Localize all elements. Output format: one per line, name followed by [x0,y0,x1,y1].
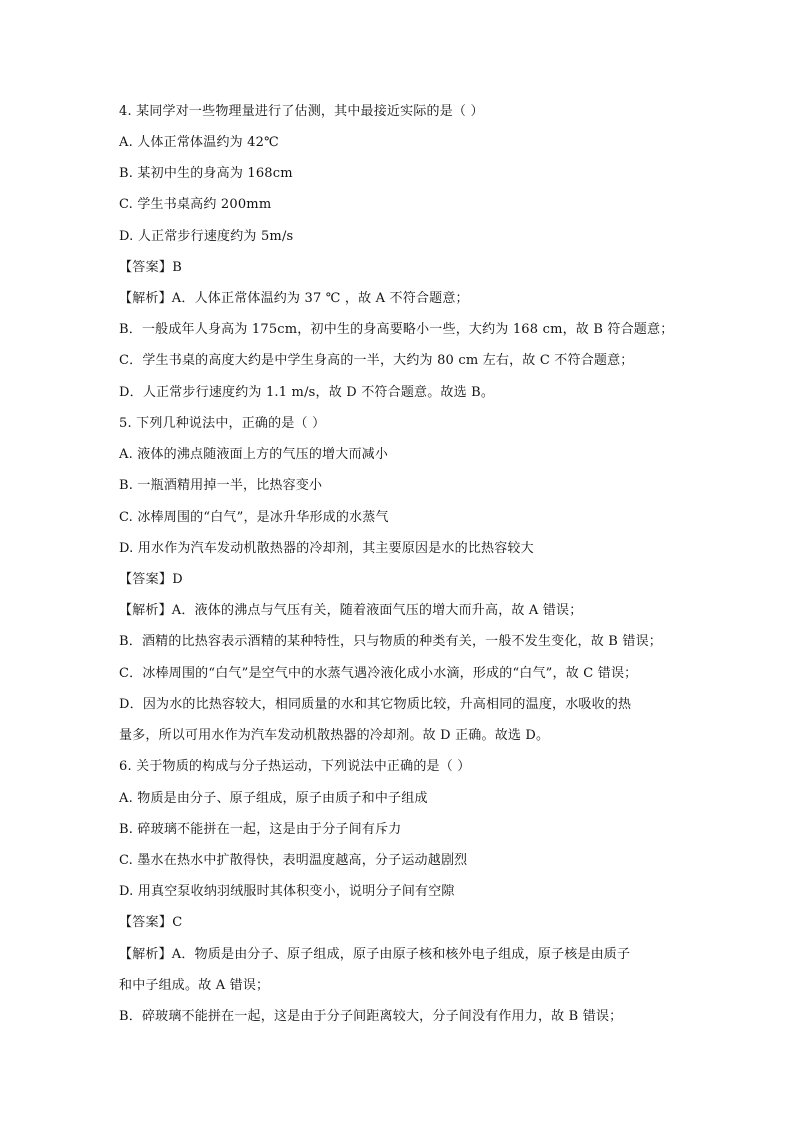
question-4-analysis-line-3: C．学生书桌的高度大约是中学生身高的一半，大约为 80 cm 左右，故 C 不符合题意； [119,353,634,368]
question-5-analysis-line-4: D．因为水的比热容较大，相同质量的水和其它物质比较，升高相同的温度，水吸收的热 [119,697,632,712]
question-4-option-c: C. 学生书桌高约 200mm [119,197,272,212]
question-4-analysis-line-2: B．一般成年人身高为 175cm，初中生的身高要略小一些，大约为 168 cm，故 B 符合题意； [119,322,674,337]
question-6-analysis-line-2: 和中子组成。故 A 错误； [119,978,270,993]
question-4-option-b: B. 某初中生的身高为 168cm [119,166,293,181]
question-6-option-a: A. 物质是由分子、原子组成，原子由质子和中子组成 [119,791,428,806]
question-4-option-a: A. 人体正常体温约为 42℃ [119,135,279,150]
question-4-answer: 【答案】B [119,260,183,275]
question-4-analysis-line-1: 【解析】A．人体正常体温约为 37 ℃ ，故 A 不符合题意； [119,291,469,306]
question-5-option-c: C. 冰棒周围的“白气”，是冰升华形成的水蒸气 [119,510,389,525]
question-6-analysis-line-3: B．碎玻璃不能拼在一起，这是由于分子间距离较大，分子间没有作用力，故 B 错误； [119,1009,623,1024]
question-5-analysis-line-3: C．冰棒周围的“白气”是空气中的水蒸气遇冷液化成小水滴，形成的“白气”，故 C 错误； [119,666,638,681]
question-5-option-b: B. 一瓶酒精用掉一半，比热容变小 [119,478,323,493]
question-5-analysis-line-5: 量多，所以可用水作为汽车发动机散热器的冷却剂。故 D 正确。故选 D。 [119,728,550,743]
question-5-option-a: A. 液体的沸点随液面上方的气压的增大而减小 [119,447,389,462]
question-5-answer: 【答案】D [119,572,183,587]
question-6-option-c: C. 墨水在热水中扩散得快，表明温度越高，分子运动越剧烈 [119,853,468,868]
question-4-stem: 4. 某同学对一些物理量进行了估测，其中最接近实际的是（ ） [119,104,484,119]
question-6-option-b: B. 碎玻璃不能拼在一起，这是由于分子间有斥力 [119,822,402,837]
question-4-option-d: D. 人正常步行速度约为 5m/s [119,229,294,244]
question-5-option-d: D. 用水作为汽车发动机散热器的冷却剂，其主要原因是水的比热容较大 [119,541,534,556]
question-6-stem: 6. 关于物质的构成与分子热运动，下列说法中正确的是（ ） [119,759,471,774]
question-6-answer: 【答案】C [119,915,183,930]
question-5-analysis-line-2: B．酒精的比热容表示酒精的某种特性，只与物质的种类有关，一般不发生变化，故 B 错误； [119,634,662,649]
question-5-stem: 5. 下列几种说法中，正确的是（ ） [119,416,326,431]
question-6-option-d: D. 用真空泵收纳羽绒服时其体积变小，说明分子间有空隙 [119,884,455,899]
question-5-analysis-line-1: 【解析】A．液体的沸点与气压有关，随着液面气压的增大而升高，故 A 错误； [119,603,583,618]
question-6-analysis-line-1: 【解析】A．物质是由分子、原子组成，原子由原子核和核外电子组成，原子核是由质子 [119,947,631,962]
question-4-analysis-line-4: D．人正常步行速度约为 1.1 m/s，故 D 不符合题意。故选 B。 [119,385,495,400]
